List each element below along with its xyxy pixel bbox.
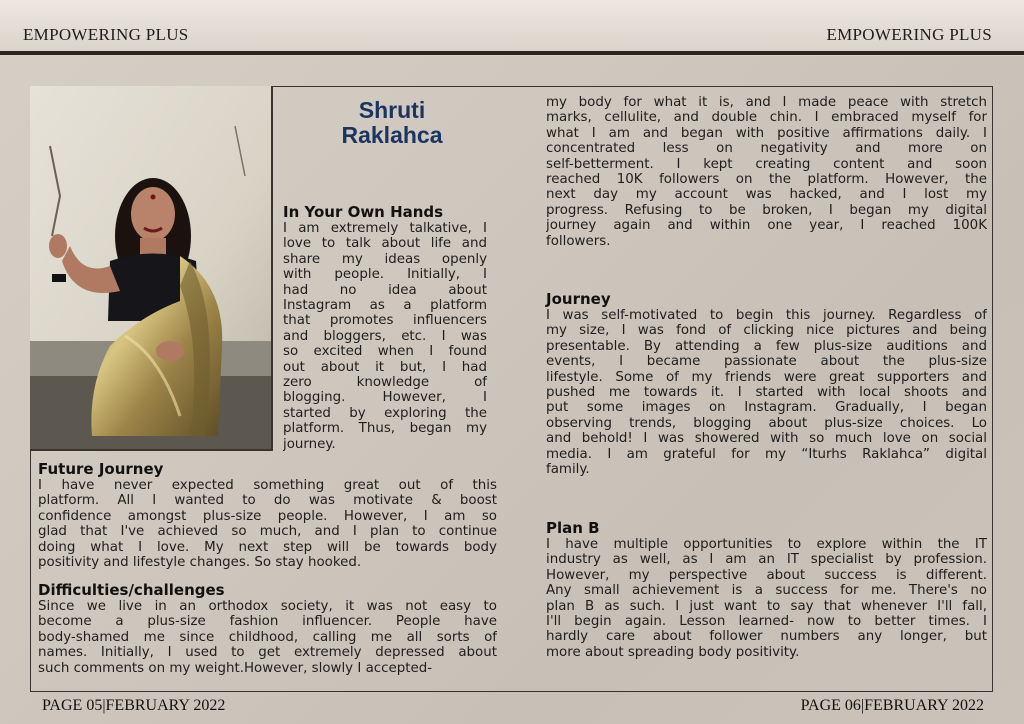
heading-plan-b: Plan B: [546, 519, 600, 537]
text-line: become a plus-size fashion influencer. People have: [38, 614, 497, 630]
text-line: with people. Initially, I: [283, 267, 487, 283]
text-line: positivity and lifestyle changes. So stay hooked.: [38, 555, 362, 571]
text-line: had no idea about: [283, 282, 487, 298]
text-line: out about it but, I had: [283, 359, 487, 375]
text-line: I was self-motivated to begin this journey. Regardless of: [546, 308, 987, 323]
text-line: lifestyle. Some of my friends were great supporters and: [546, 369, 987, 385]
text-line: I am extremely talkative, I: [283, 221, 487, 236]
text-line: names. Initially, I used to get extremely depressed about: [38, 645, 497, 661]
heading-in-your-own-hands: In Your Own Hands: [283, 203, 444, 221]
running-header-right: EMPOWERING PLUS: [826, 25, 992, 44]
footer-page-right: PAGE 06|FEBRUARY 2022: [800, 697, 984, 714]
text-line: presentable. By attending a few plus-size auditions and: [546, 338, 987, 354]
text-line: body-shamed me since childhood, calling me all sorts of: [38, 629, 497, 645]
portrait-photo: [30, 86, 273, 451]
text-line: that promotes influencers: [283, 313, 487, 329]
text-line: what I am and began with positive affirmations daily. I: [546, 125, 987, 141]
text-line: industry as well, as I am an IT specialist by profession.: [546, 552, 987, 568]
text-line: and bloggers, etc. I was: [283, 328, 487, 344]
running-header-left: EMPOWERING PLUS: [23, 25, 189, 44]
text-line: events, I became passionate about the plus-size: [546, 354, 987, 370]
heading-future-journey: Future Journey: [38, 460, 164, 478]
text-line: confidence amongst plus-size people. However, I am so: [38, 508, 497, 524]
text-line: journey.: [283, 436, 336, 452]
footer-page-left: PAGE 05|FEBRUARY 2022: [42, 697, 226, 714]
text-line: next day my account was hacked, and I lost my: [546, 187, 987, 203]
text-line: progress. Refusing to be broken, I began my digital: [546, 202, 987, 218]
para-continuation: [546, 95, 987, 249]
text-line: journey again and within one year, I reached 100K: [546, 218, 987, 234]
text-line: platform. All I wanted to do was motivate & boost: [38, 493, 497, 509]
para-difficulties: [38, 599, 497, 676]
heading-difficulties: Difficulties/challenges: [38, 581, 225, 599]
text-line: concentrated less on negativity and more on: [546, 141, 987, 157]
text-line: Since we live in an orthodox society, it was not easy to: [38, 599, 497, 614]
text-line: followers.: [546, 233, 611, 249]
title-first-name: Shruti: [358, 97, 426, 123]
text-line: more about spreading body positivity.: [546, 644, 800, 660]
text-line: platform. Thus, began my: [283, 421, 487, 437]
text-line: Instagram as a platform: [283, 298, 487, 314]
title-last-name: Raklahca: [341, 122, 443, 148]
para-plan-b: [546, 537, 987, 660]
text-line: zero knowledge of: [283, 375, 487, 391]
text-line: Any small achievement is a success for me. There's no: [546, 583, 987, 599]
text-line: glad that I've achieved so much, and I plan to continue: [38, 524, 497, 540]
text-line: my body for what it is, and I made peace with stretch: [546, 95, 987, 110]
header-rule: [0, 51, 1024, 55]
text-line: such comments on my weight.However, slowly I accepted-: [38, 660, 433, 676]
text-line: I have multiple opportunities to explore within the IT: [546, 537, 987, 552]
text-line: my size, I was fond of clicking nice pictures and being: [546, 323, 987, 339]
text-line: started by exploring the: [283, 405, 487, 421]
text-line: self-betterment. I kept creating content and soon: [546, 156, 987, 172]
para-in-your-own-hands: [283, 221, 487, 452]
text-line: and behold! I was showered with so much love on social: [546, 431, 987, 447]
text-line: I'll begin again. Lesson learned- now to better times. I: [546, 614, 987, 630]
text-line: marks, cellulite, and double chin. I embraced myself for: [546, 110, 987, 126]
text-line: share my ideas openly: [283, 251, 487, 267]
text-line: so excited when I found: [283, 344, 487, 360]
text-line: media. I am grateful for my “Iturhs Raklahca” digital: [546, 446, 987, 462]
text-line: family.: [546, 462, 590, 478]
text-line: reached 10K followers on the platform. However, the: [546, 172, 987, 188]
article-title: [292, 98, 492, 148]
para-journey: [546, 308, 987, 477]
text-line: I have never expected something great out of this: [38, 478, 497, 493]
para-future-journey: [38, 478, 497, 570]
text-line: pushed me towards it. I started with local shoots and: [546, 385, 987, 401]
text-line: put some images on Instagram. Gradually, I began: [546, 400, 987, 416]
text-line: doing what I love. My next step will be towards body: [38, 539, 497, 555]
text-line: observing trends, blogging about plus-size choices. Lo: [546, 415, 987, 431]
text-line: hardly care about follower numbers any longer, but: [546, 629, 987, 645]
text-line: love to talk about life and: [283, 236, 487, 252]
heading-journey: Journey: [546, 290, 611, 308]
text-line: plan B as such. I just want to say that whenever I'll fall,: [546, 598, 987, 614]
text-line: However, my perspective about success is different.: [546, 567, 987, 583]
text-line: blogging. However, I: [283, 390, 487, 406]
